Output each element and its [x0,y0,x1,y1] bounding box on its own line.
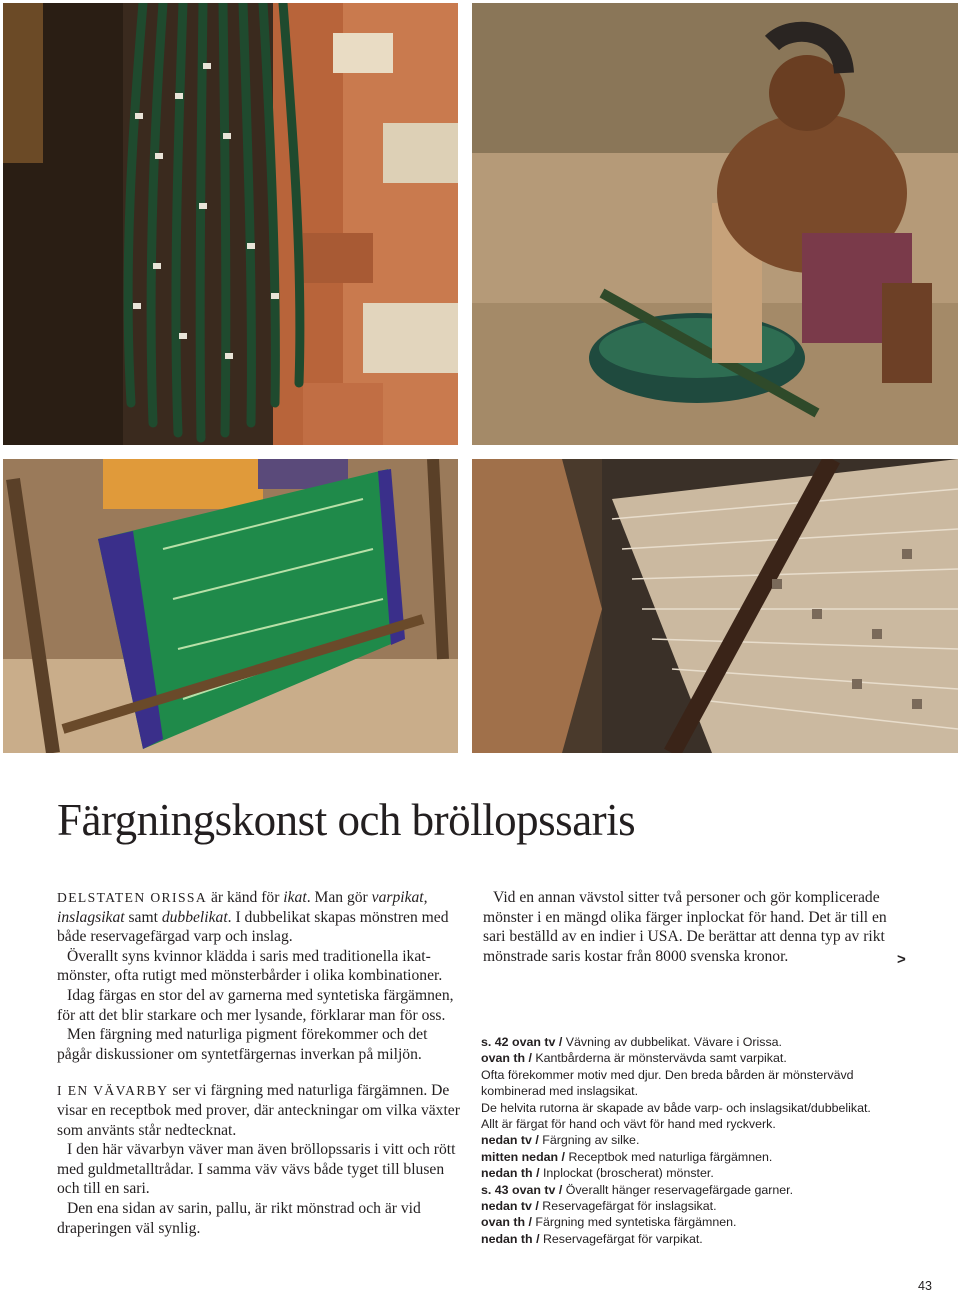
caption-line [481,1067,901,1083]
caption-label: nedan tv / [481,1133,543,1148]
paragraph: Men färgning med naturliga pigment förekommer och det pågår diskussioner om syntetfärgernas inverkan på miljön. [57,1026,428,1063]
caption-line [481,1231,901,1247]
caption-line [481,1116,901,1132]
caption-line [481,1198,901,1214]
caption-text: Överallt hänger reservagefärgade garner. [565,1182,794,1197]
caption-text: Vävning av dubbelikat. Vävare i Orissa. [565,1035,782,1049]
photo-green-warp-frame [3,459,458,753]
photo-captions [481,1034,901,1247]
caption-text: Reservagefärgat för inslagsikat. [542,1199,717,1214]
caption-text: Färgning med syntetiska färgämnen. [535,1215,737,1230]
caption-text: Färgning av silke. [542,1133,640,1148]
caption-label: ovan th / [481,1051,536,1066]
left-column [57,888,462,1238]
caption-line [481,1214,901,1230]
caption-label: nedan th / [481,1166,543,1181]
caption-line [481,1182,901,1198]
paragraph: DELSTATEN ORISSA är känd för ikat. Man gör varpikat, inslagsikat samt dubbelikat. I dubbelikat skapas mönstren med både reservagefärgad varp och inslag. [57,889,449,946]
caption-line [481,1132,901,1148]
caption-text: kombinerad med inslagsikat. [481,1084,639,1099]
paragraph: I EN VÄVARBY ser vi färgning med naturliga färgämnen. De visar en receptbok med prover, där anteckningar om vilka växter som använts står nedtecknat. [57,1082,460,1139]
caption-text: Inplockat (broscherat) mönster. [542,1166,714,1181]
caption-label: ovan th / [481,1215,536,1230]
caption-label: nedan tv / [481,1199,543,1214]
caption-label: mitten nedan / [481,1149,569,1164]
caption-text: Receptbok med naturliga färgämnen. [568,1149,773,1164]
photo-man-dyeing [472,3,958,445]
caption-label: nedan th / [481,1231,543,1246]
caption-line [481,1149,901,1165]
caption-line [481,1100,901,1116]
continue-arrow-icon: > [897,951,906,968]
caption-label: s. 43 ovan tv / [481,1182,566,1197]
caption-text: Ofta förekommer motiv med djur. Den breda bården är mönstervävd [481,1067,854,1082]
caption-text: Allt är färgat för hand och vävt för hand med ryckverk. [481,1117,776,1132]
page-title: Färgningskonst och bröllopssaris [57,795,636,845]
caption-text: Kantbårderna är mönstervävda samt varpikat. [535,1051,787,1066]
caption-text: De helvita rutorna är skapade av både varp- och inslagsikat/dubbelikat. [481,1100,871,1115]
small-caps-lead: I EN VÄVARBY [57,1083,169,1099]
caption-line [481,1083,901,1099]
paragraph: Idag färgas en stor del av garnerna med syntetiska färgämnen, för att det blir starkare och mer lysande, förklarar man för oss. [57,986,454,1024]
paragraph: Överallt syns kvinnor klädda i saris med traditionella ikat-mönster, ofta rutigt med mönsterbårder i olika kombinationer. [57,947,443,985]
small-caps-lead: DELSTATEN ORISSA [57,890,208,905]
photo-loom-weaving [472,459,958,753]
page-number: 43 [918,1279,932,1293]
paragraph: I den här vävarbyn väver man även bröllopssaris i vitt och rött med guldmetalltrådar. I samma väv vävs både tyget till blusen och till en sari. [57,1141,456,1198]
paragraph: Vid en annan vävstol sitter två personer och gör komplicerade mönster i en mängd olika färger inplockat för hand. Det är till en sari beställd av en indier i USA. De berättar att denna typ av rikt mönstrade saris kostar från 8000 svenska kronor. [483,889,887,965]
photo-hanging-yarn [3,3,458,445]
caption-text: Reservagefärgat för varpikat. [542,1231,703,1246]
caption-line [481,1165,901,1181]
right-column [483,888,888,966]
caption-line [481,1050,901,1066]
caption-label: s. 42 ovan tv / [481,1035,566,1049]
caption-line [481,1034,901,1050]
paragraph: Den ena sidan av sarin, pallu, är rikt mönstrad och är vid draperingen väl synlig. [57,1199,421,1237]
